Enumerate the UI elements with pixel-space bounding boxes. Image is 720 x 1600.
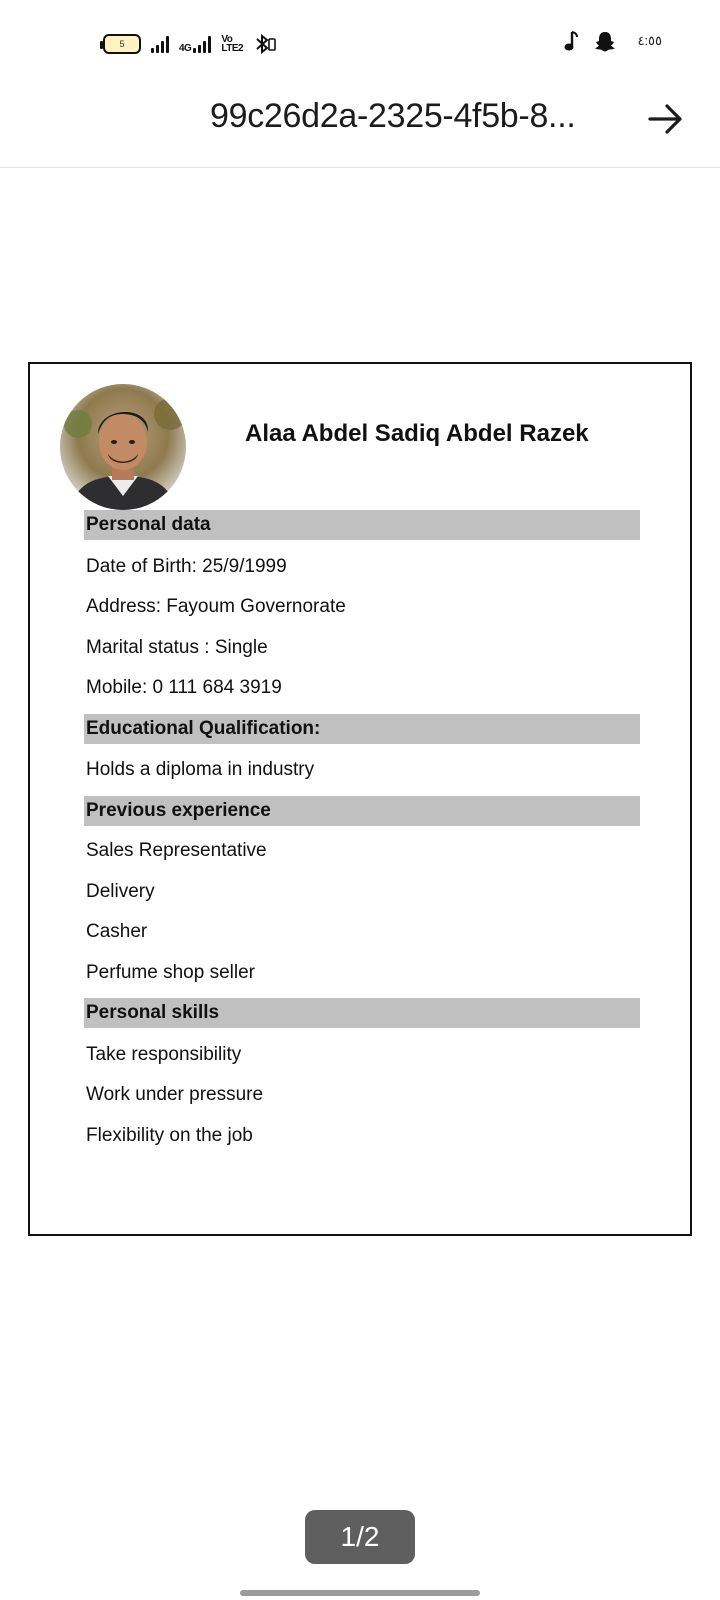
status-time: ٤:٥٥ xyxy=(637,33,662,48)
cv-line-delivery: Delivery xyxy=(86,881,155,902)
section-header-experience: Previous experience xyxy=(84,796,640,826)
snapchat-icon xyxy=(593,30,617,52)
status-left-group xyxy=(103,33,277,55)
document-title: 99c26d2a-2325-4f5b-8... xyxy=(210,97,576,135)
battery-icon xyxy=(103,34,141,54)
cv-line-date-of-birth: Date of Birth: 25/9/1999 xyxy=(86,556,287,577)
cv-line-casher: Casher xyxy=(86,921,148,942)
arrow-right-icon xyxy=(646,99,686,139)
signal-icon xyxy=(151,35,169,53)
section-header-skills: Personal skills xyxy=(84,998,640,1028)
cv-line-address: Address: Fayoum Governorate xyxy=(86,596,346,617)
cv-line-diploma: Holds a diploma in industry xyxy=(86,759,315,780)
volte-icon xyxy=(221,35,243,53)
document-page[interactable] xyxy=(28,362,692,1236)
cv-line-mobile: Mobile: 0 111 684 3919 xyxy=(86,677,282,698)
battery-level: 5 xyxy=(119,39,125,49)
volte-label-bottom: LTE2 xyxy=(221,43,244,54)
network-label: 4G xyxy=(179,43,192,54)
section-header-education: Educational Qualification: xyxy=(84,714,640,744)
cv-line-flexibility: Flexibility on the job xyxy=(86,1125,253,1146)
profile-photo xyxy=(60,384,186,510)
forward-button[interactable] xyxy=(646,99,686,139)
bluetooth-icon xyxy=(253,34,277,54)
music-note-icon xyxy=(563,30,579,52)
cv-name: Alaa Abdel Sadiq Abdel Razek xyxy=(245,420,589,447)
cv-line-perfume-seller: Perfume shop seller xyxy=(86,962,255,983)
cv-line-pressure: Work under pressure xyxy=(86,1084,264,1105)
section-header-personal-data: Personal data xyxy=(84,510,640,540)
home-gesture-bar[interactable] xyxy=(240,1590,480,1596)
signal-4g-icon xyxy=(179,35,211,53)
status-right-group xyxy=(563,30,662,52)
page-indicator: 1/2 xyxy=(305,1510,415,1564)
cv-line-marital-status: Marital status : Single xyxy=(86,637,268,658)
title-bar xyxy=(0,90,720,168)
status-bar xyxy=(0,0,720,90)
cv-line-sales-representative: Sales Representative xyxy=(86,840,267,861)
volte-label-top: Vo xyxy=(221,34,233,45)
cv-line-responsibility: Take responsibility xyxy=(86,1044,242,1065)
